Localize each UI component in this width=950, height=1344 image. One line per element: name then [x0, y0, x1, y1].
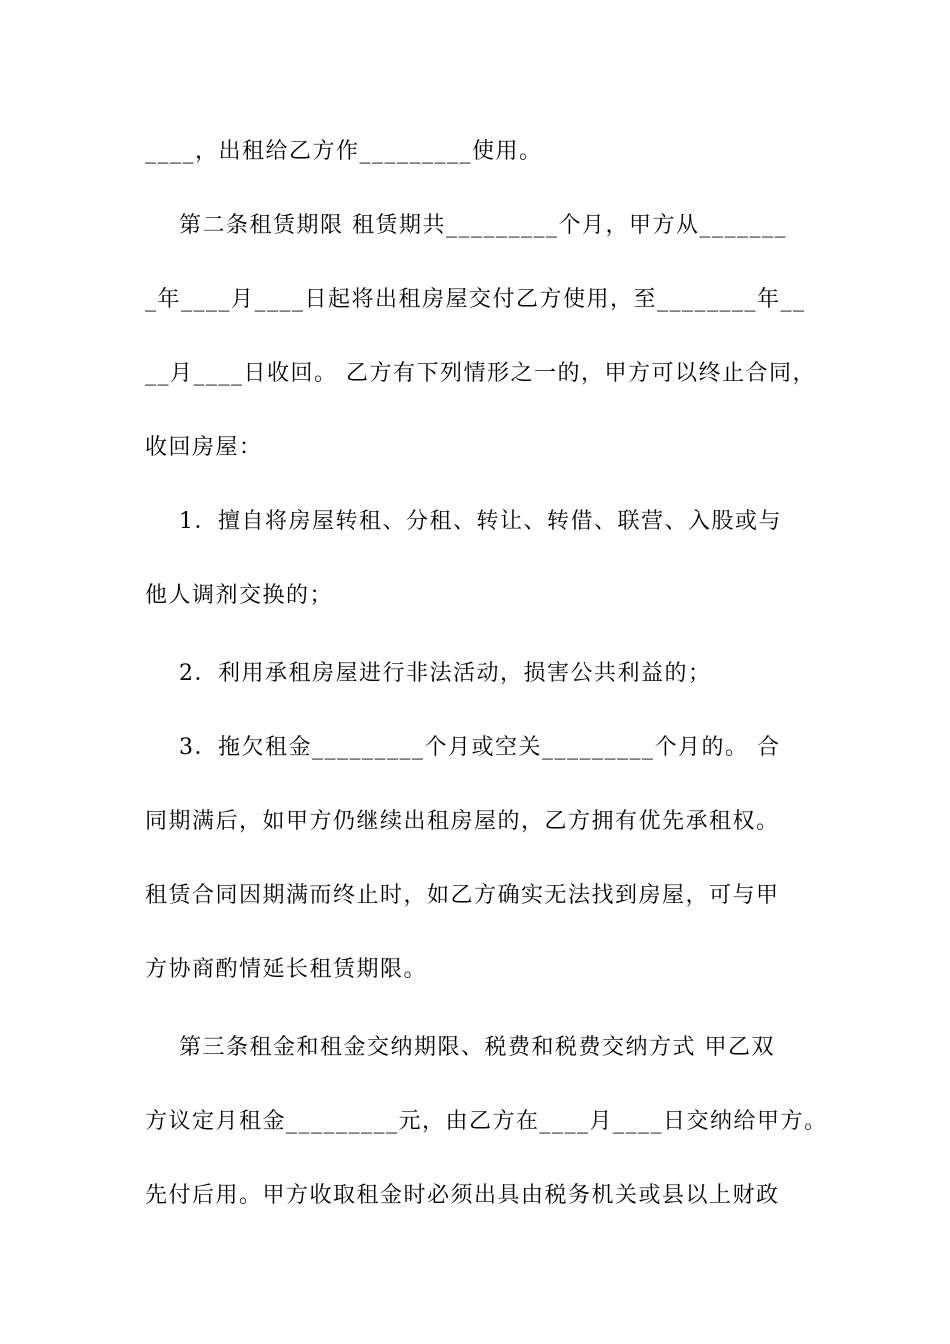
text-line: 方协商酌情延长租赁期限。	[145, 957, 428, 982]
text-line: 2．利用承租房屋进行非法活动，损害公共利益的；	[145, 661, 712, 686]
text-line: 3．拖欠租金_________个月或空关_________个月的。 合	[145, 735, 781, 760]
text-line: 他人调剂交换的；	[145, 583, 334, 608]
text-line: 第三条租金和租金交纳期限、税费和税费交纳方式 甲乙双	[145, 1035, 775, 1060]
text-line: _年____月____日起将出租房屋交付乙方使用，至________年__	[145, 287, 806, 312]
text-line: 第二条租赁期限 租赁期共_________个月，甲方从_______	[145, 213, 787, 238]
text-line: 方议定月租金_________元，由乙方在____月____日交纳给甲方。	[145, 1109, 828, 1134]
text-line: ____，出租给乙方作_________使用。	[145, 139, 543, 164]
text-line: 1．擅自将房屋转租、分租、转让、转借、联营、入股或与	[145, 509, 782, 534]
text-line: 先付后用。甲方收取租金时必须出具由税务机关或县以上财政	[145, 1183, 780, 1208]
text-line: 同期满后，如甲方仍继续出租房屋的，乙方拥有优先承租权。	[145, 809, 780, 834]
text-line: 收回房屋：	[145, 435, 263, 460]
text-line: 租赁合同因期满而终止时，如乙方确实无法找到房屋，可与甲	[145, 883, 780, 908]
text-line: __月____日收回。 乙方有下列情形之一的，甲方可以终止合同，	[145, 361, 816, 386]
